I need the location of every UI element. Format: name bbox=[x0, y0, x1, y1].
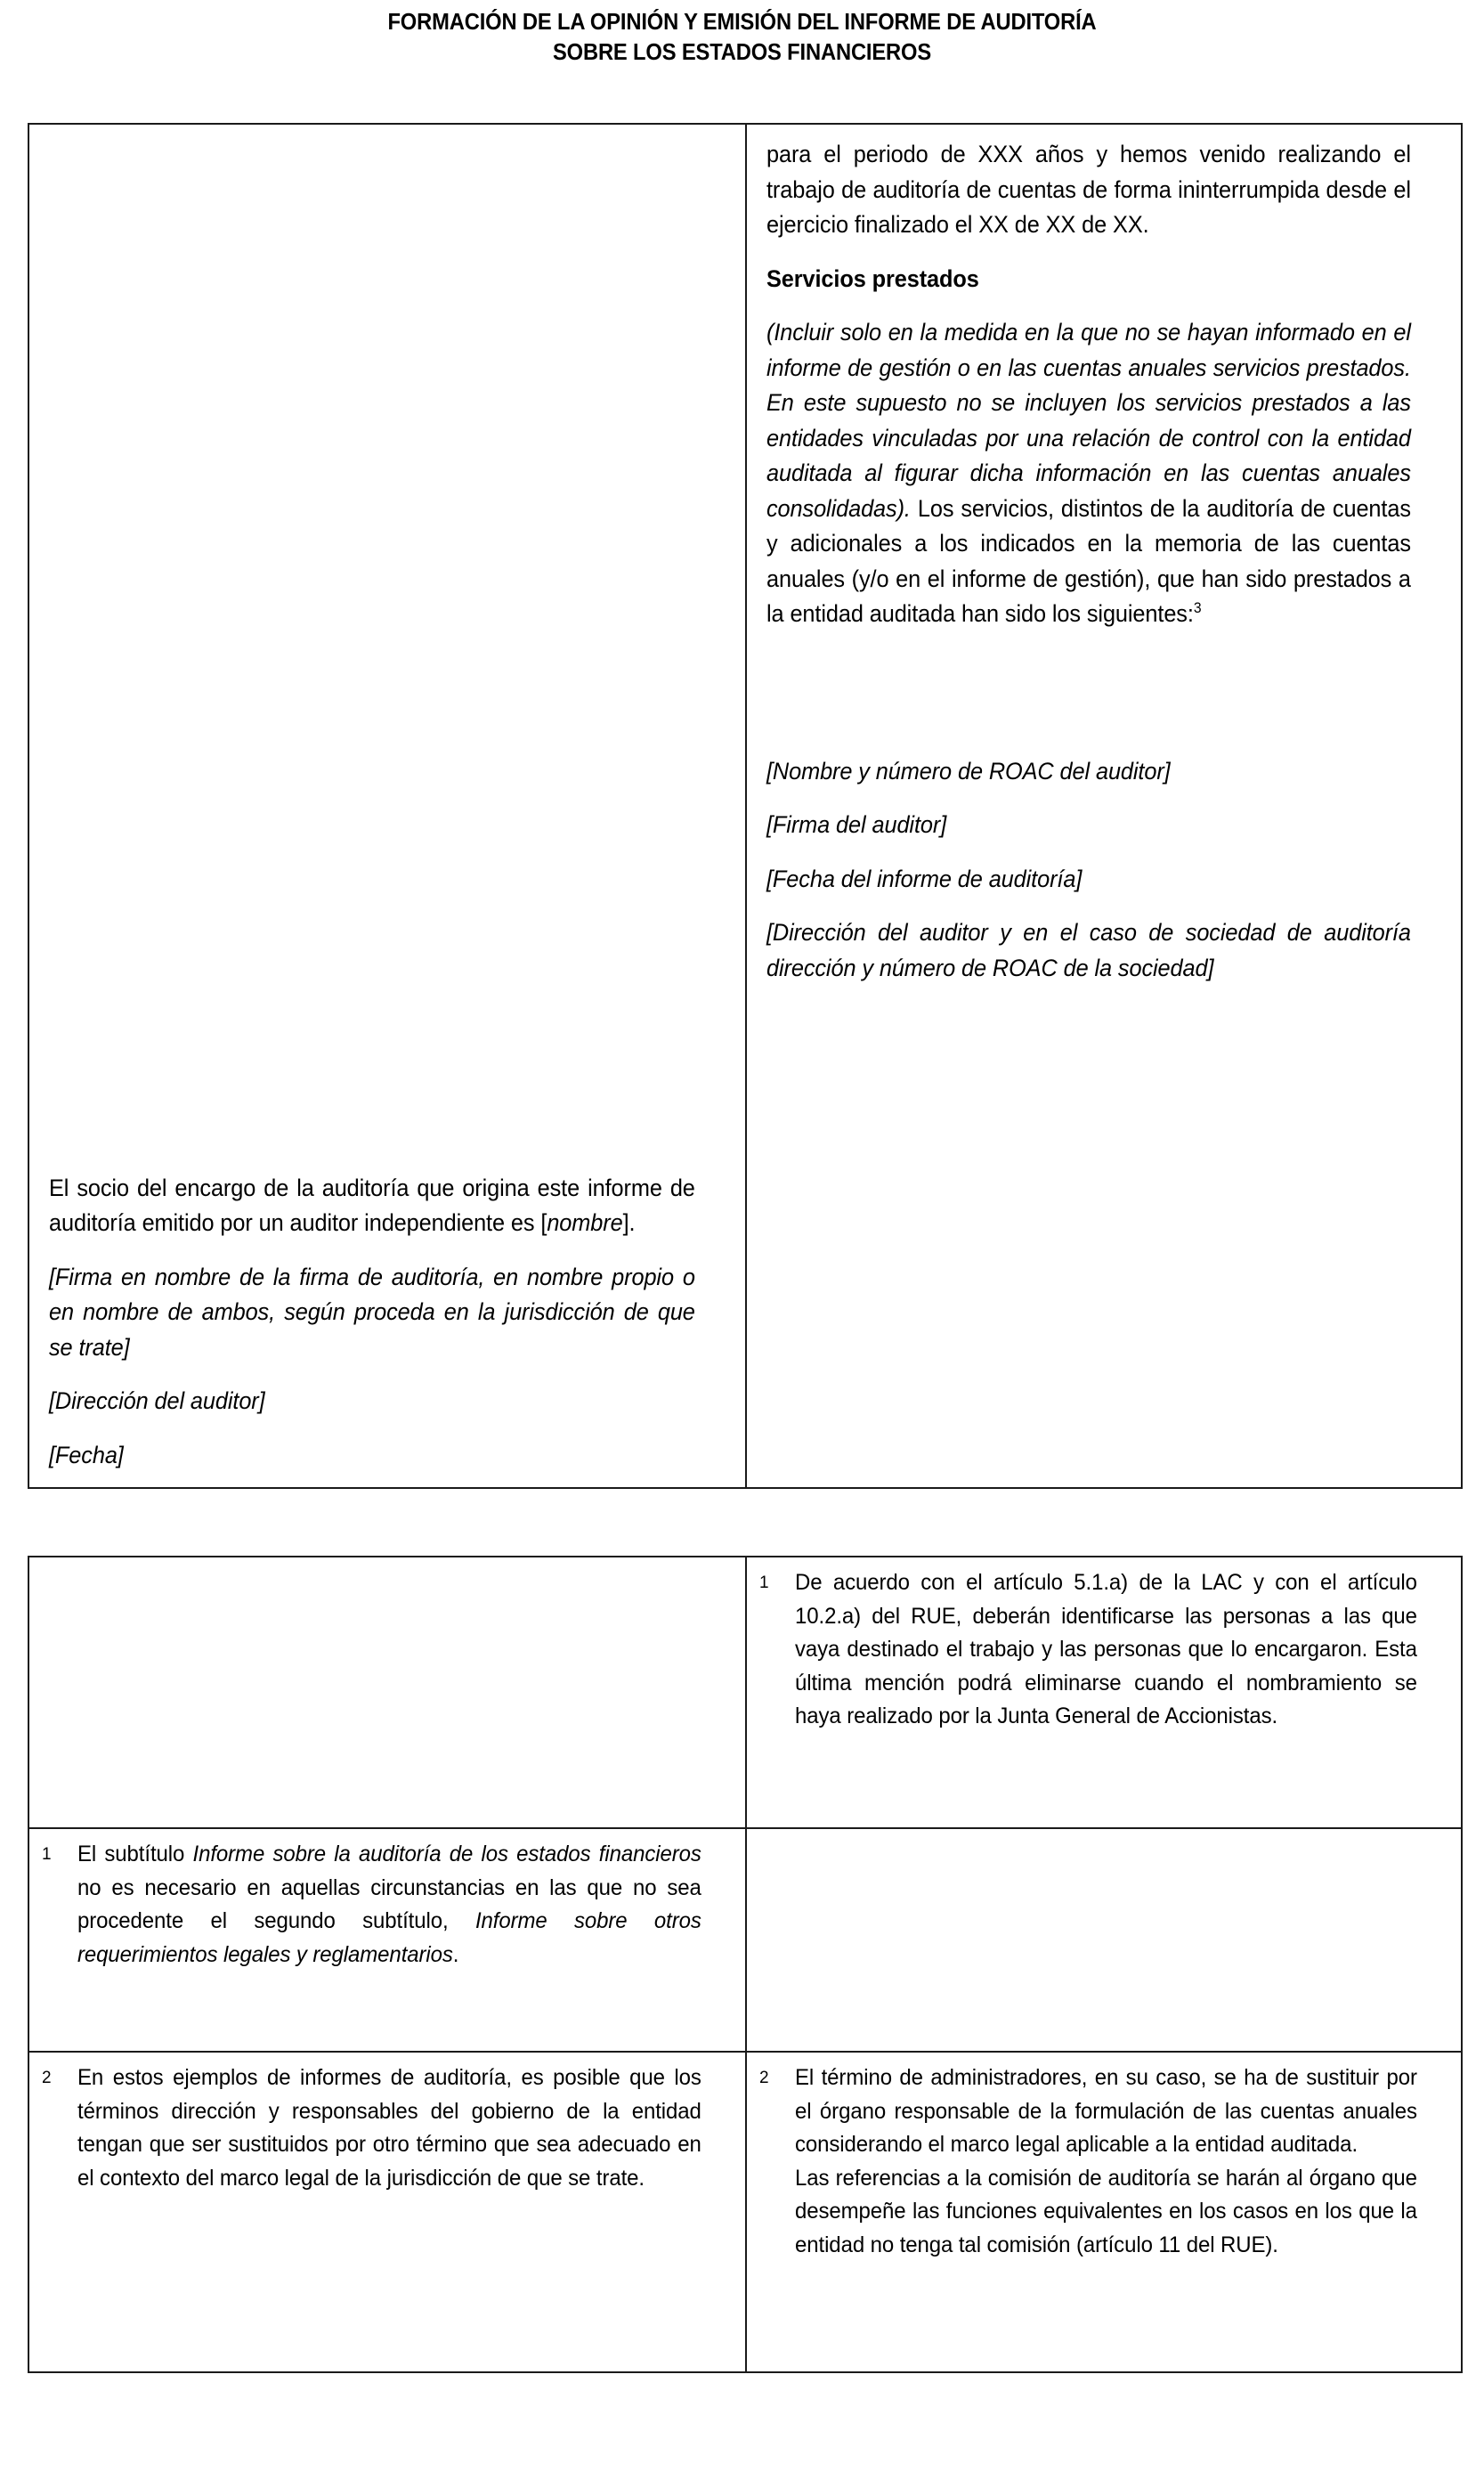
auditor-address-placeholder: [Dirección del auditor] bbox=[49, 1387, 265, 1414]
footnote-text bbox=[77, 2061, 701, 2195]
footnote-segment-roman: El subtítulo bbox=[77, 1842, 193, 1867]
main-right-cell bbox=[746, 124, 1462, 1488]
footnote-segment-italic: Informe sobre la auditoría de los estados financieros bbox=[192, 1842, 701, 1867]
table-row bbox=[28, 124, 1462, 1488]
footnote-left-2 bbox=[29, 2053, 745, 2204]
page-title bbox=[0, 7, 1484, 68]
report-date-placeholder: [Fecha del informe de auditoría] bbox=[766, 865, 1083, 892]
servicios-prestados-heading: Servicios prestados bbox=[766, 264, 979, 292]
footnote-text bbox=[77, 1838, 701, 1972]
roac-name-placeholder: [Nombre y número de ROAC del auditor] bbox=[766, 757, 1171, 785]
footnote-entry bbox=[759, 1566, 1443, 1734]
footnote-entry bbox=[42, 2061, 727, 2195]
table-row bbox=[28, 2052, 1462, 2372]
footnote-right-1 bbox=[747, 1557, 1461, 1743]
servicios-roman-span: Los servicios, distintos de la auditoría de cuentas y adicionales a los indicados en la memoria de las cuentas anuales (y/o en el informe de gestión), que han sido prestados a la entidad auditada han sido los siguientes: bbox=[766, 494, 1411, 627]
auditor-signature-placeholder: [Firma del auditor] bbox=[766, 811, 947, 838]
period-continuation-paragraph: para el periodo de XXX años y hemos venido realizando el trabajo de auditoría de cuentas de forma ininterrumpida desde el ejercicio finalizado el XX de XX de XX. bbox=[766, 141, 1411, 238]
partner-paragraph bbox=[49, 1171, 695, 1241]
footnote-right-2 bbox=[747, 2053, 1461, 2271]
footnote-paragraph-2: Las referencias a la comisión de auditoría se harán al órgano que desempeñe las funciones equivalentes en los casos en los que la entidad no tenga tal comisión (artículo 11 del RUE). bbox=[795, 2165, 1417, 2257]
partner-paragraph-prefix: El socio del encargo de la auditoría que origina este informe de auditoría emitido por un auditor independiente es [ bbox=[49, 1174, 695, 1236]
partner-paragraph-suffix: ]. bbox=[622, 1209, 636, 1236]
spacer bbox=[766, 651, 1441, 754]
footnote-segment-roman-2: no es necesario en aquellas circunstancias en las que no sea procedente el segundo subtítulo, bbox=[77, 1874, 701, 1934]
page-title-line-2: SOBRE LOS ESTADOS FINANCIEROS bbox=[552, 40, 932, 65]
main-left-cell-content bbox=[29, 125, 745, 1487]
footnote-segment-roman-3: . bbox=[452, 1941, 459, 1967]
main-left-cell bbox=[28, 124, 746, 1488]
partner-paragraph-emphasis: nombre bbox=[547, 1209, 623, 1236]
footnote-entry bbox=[42, 1838, 727, 1972]
footnote-paragraph bbox=[77, 1838, 701, 1972]
footnote-number: 2 bbox=[759, 2069, 769, 2087]
servicios-italic-span: (Incluir solo en la medida en la que no se hayan informado en el informe de gestión o en las cuentas anuales servicios prestados. En este supuesto no se incluyen los servicios prestados a las entidades vinculadas por una relación de control con la entidad auditada al figurar dicha información en las cuentas anuales consolidadas). bbox=[766, 319, 1411, 522]
page-title-line-1: FORMACIÓN DE LA OPINIÓN Y EMISIÓN DEL INFORME DE AUDITORÍA bbox=[387, 10, 1097, 35]
footnote-row1-right-cell bbox=[746, 1557, 1462, 1828]
footnote-row3-left-cell bbox=[28, 2052, 746, 2372]
signature-firm-paragraph: [Firma en nombre de la firma de auditoría, en nombre propio o en nombre de ambos, según proceda en la jurisdicción de que se trate] bbox=[49, 1263, 695, 1361]
footnote-entry bbox=[759, 2061, 1443, 2262]
footnote-paragraph: En estos ejemplos de informes de auditoría, es posible que los términos dirección y responsables del gobierno de la entidad tengan que ser sustituidos por otro término que sea adecuado en el contexto del marco legal de la jurisdicción de que se trate. bbox=[77, 2065, 701, 2191]
table-row bbox=[28, 1828, 1462, 2052]
footnote-paragraph: De acuerdo con el artículo 5.1.a) de la LAC y con el artículo 10.2.a) del RUE, deberán identificarse las personas a las que vaya destinado el trabajo y las personas que lo encargaron. Esta última mención podrá eliminarse cuando el nombramiento se haya realizado por la Junta General de Accionistas. bbox=[795, 1570, 1417, 1728]
servicios-prestados-paragraph bbox=[766, 315, 1411, 632]
footnote-row3-right-cell bbox=[746, 2052, 1462, 2372]
footnote-paragraph: El término de administradores, en su caso, se ha de sustituir por el órgano responsable de la formulación de las cuentas anuales considerando el marco legal aplicable a la entidad auditada. bbox=[795, 2065, 1417, 2157]
footnotes-table bbox=[28, 1556, 1463, 2373]
footnote-left-1 bbox=[29, 1829, 745, 1980]
footnote-row1-left-cell bbox=[28, 1557, 746, 1828]
footnote-number: 1 bbox=[759, 1573, 769, 1592]
footnote-number: 2 bbox=[42, 2069, 52, 2087]
footnote-text bbox=[795, 1566, 1417, 1734]
footnote-reference-3: 3 bbox=[1193, 600, 1202, 617]
footnote-row2-right-cell bbox=[746, 1828, 1462, 2052]
date-placeholder: [Fecha] bbox=[49, 1441, 124, 1468]
footnote-segment-italic-2: Informe sobre otros requerimientos legales y reglamentarios bbox=[77, 1908, 701, 1967]
main-right-cell-content bbox=[747, 125, 1461, 995]
table-row bbox=[28, 1557, 1462, 1828]
footnote-text bbox=[795, 2061, 1417, 2262]
footnote-number: 1 bbox=[42, 1845, 52, 1865]
main-content-table bbox=[28, 123, 1463, 1489]
footnote-row2-left-cell bbox=[28, 1828, 746, 2052]
auditor-address-roac-placeholder: [Dirección del auditor y en el caso de sociedad de auditoría dirección y número de ROAC de la sociedad] bbox=[766, 919, 1411, 981]
